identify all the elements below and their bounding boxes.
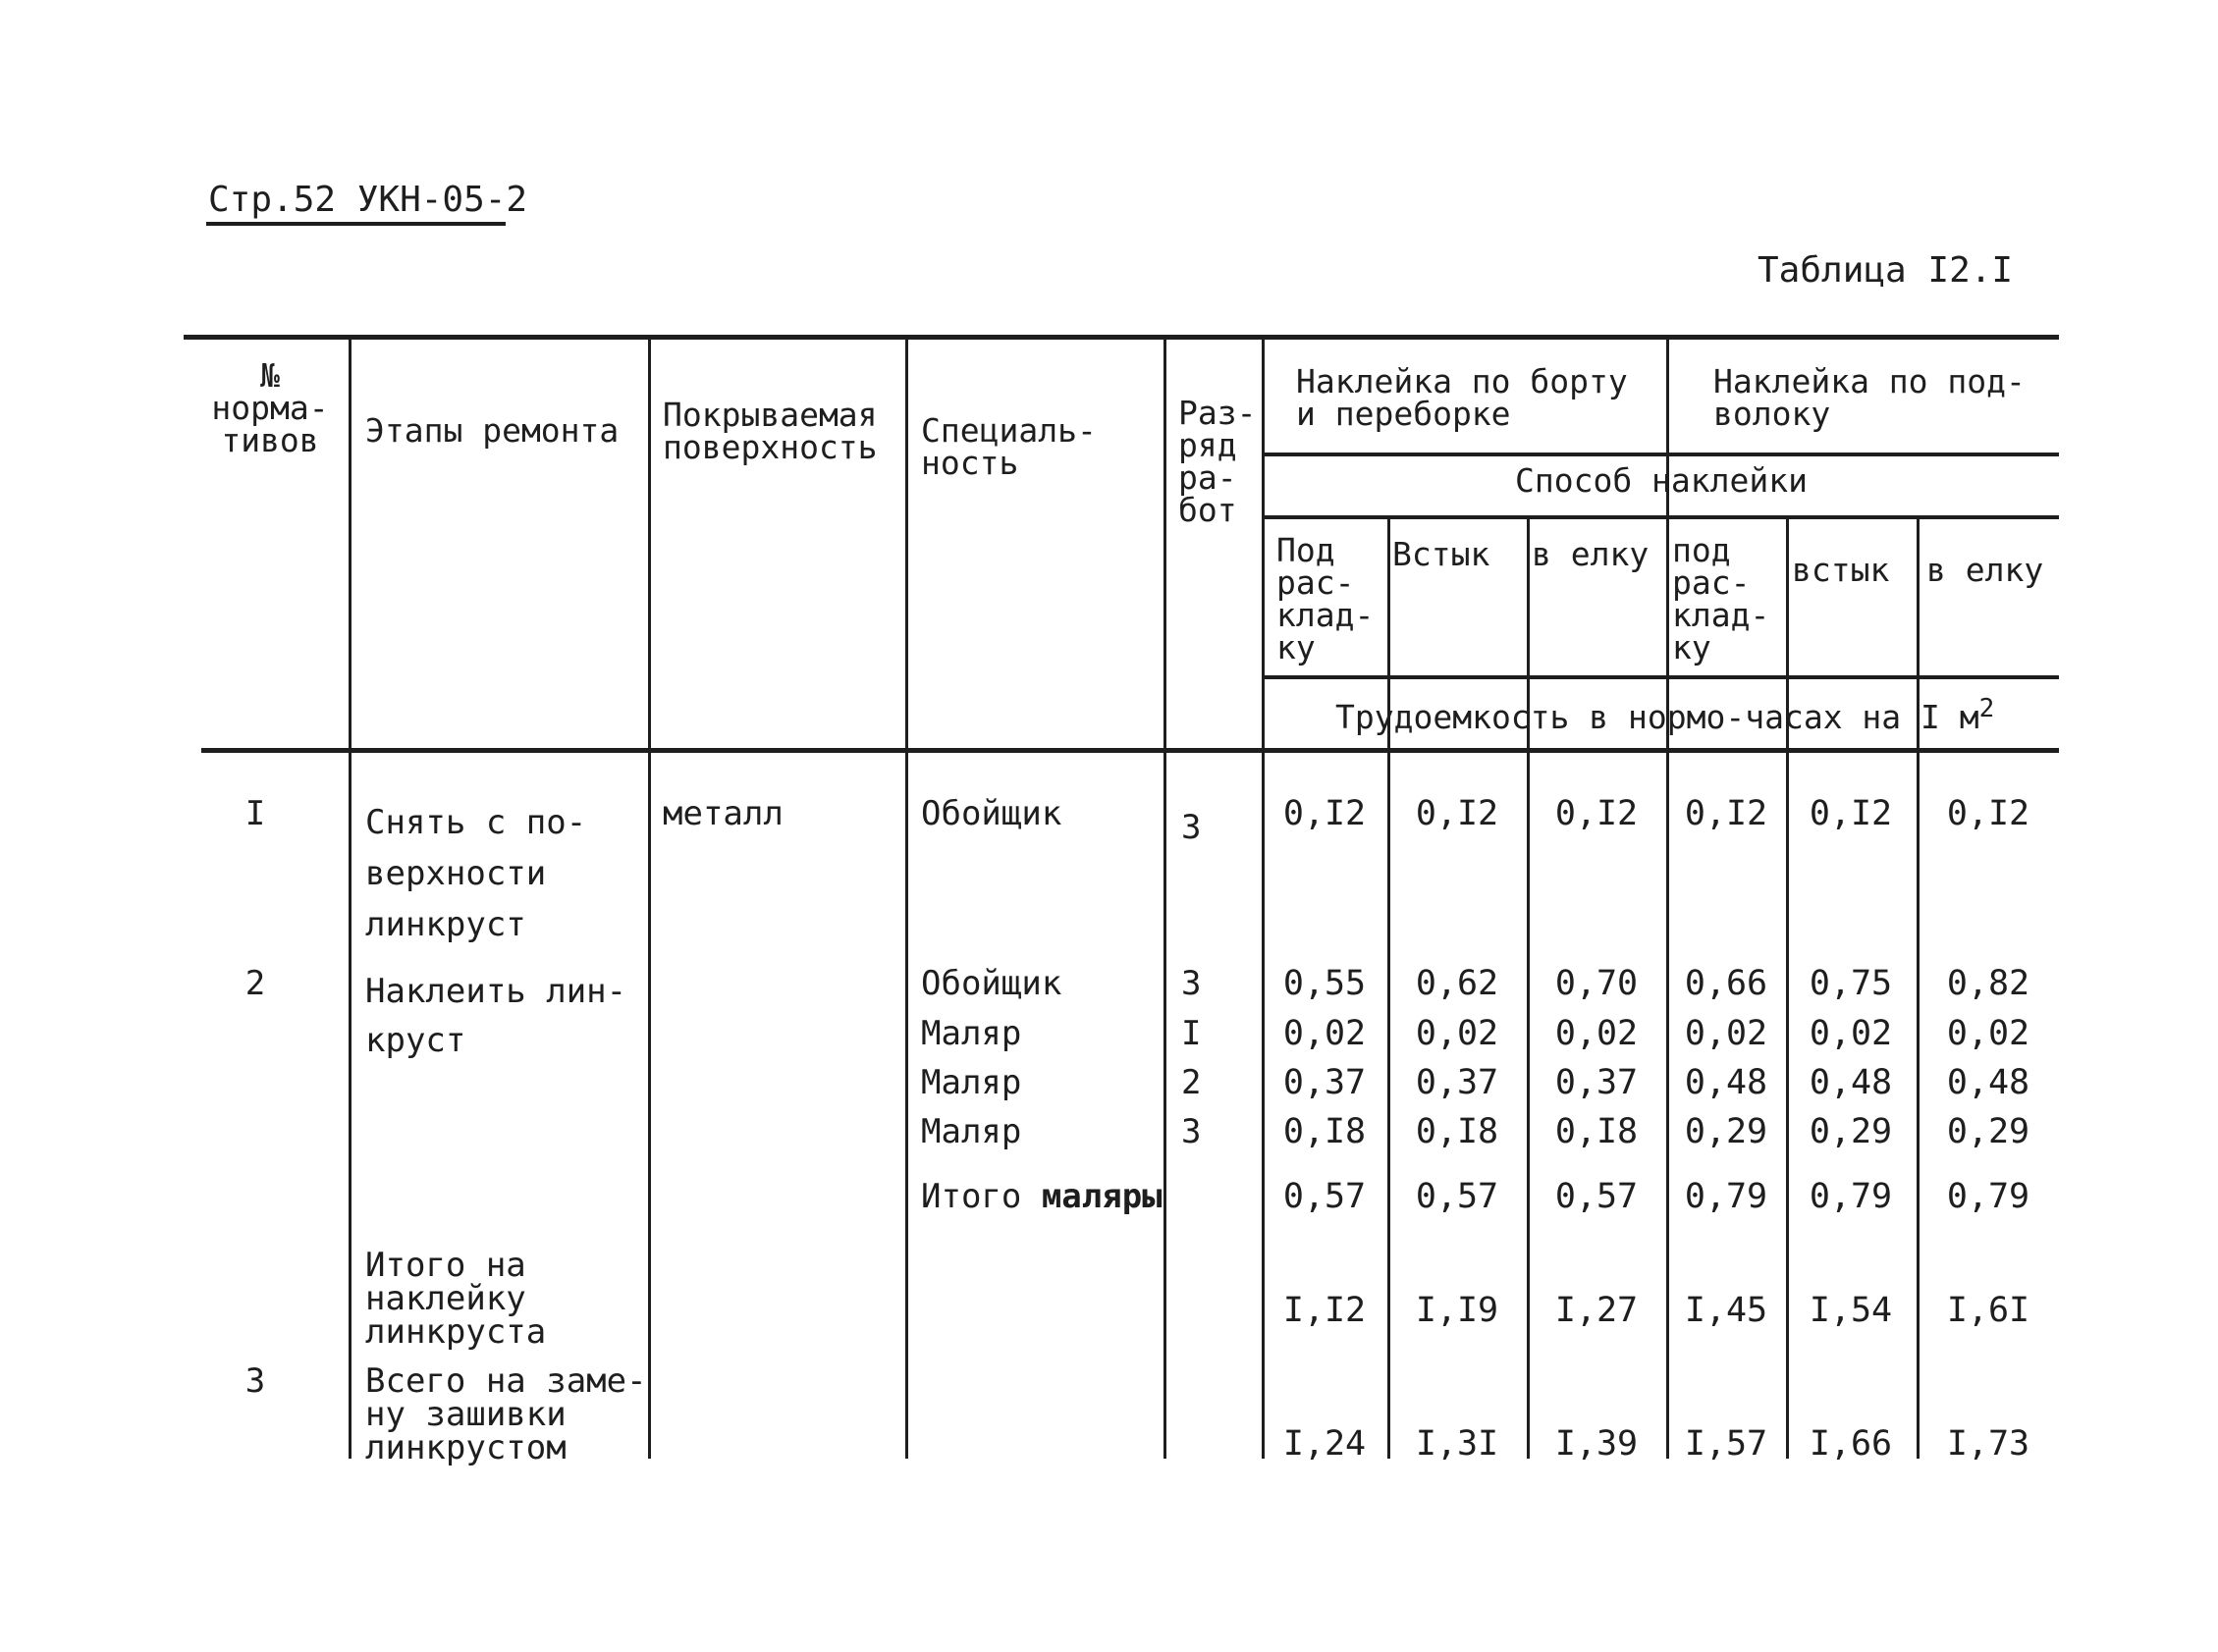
row-value-cell: 0,02: [1946, 1014, 2030, 1053]
row-specialty: [921, 1177, 1163, 1216]
row-value-cell: 0,02: [1684, 1014, 1768, 1053]
row-value-cell: I,24: [1282, 1424, 1367, 1464]
col-divider-5: [1262, 338, 1265, 1459]
row-value-cell: 0,02: [1282, 1014, 1367, 1053]
header-repair-stages: Этапы ремонта: [365, 411, 620, 450]
specialty-total-label: Итого: [921, 1177, 1042, 1216]
page-reference-underline: [206, 222, 506, 226]
row-value-cell: 0,I2: [1554, 794, 1639, 833]
header-work-grade: Раз- ряд ра- бот: [1178, 394, 1257, 529]
row-value-cell: 0,66: [1684, 964, 1768, 1003]
labor-unit-superscript: 2: [1978, 694, 1995, 723]
row-value-cell: 0,79: [1809, 1177, 1893, 1216]
col-divider-7: [1527, 516, 1530, 1459]
row-value-cell: 0,48: [1809, 1063, 1893, 1102]
row-value-cell: 0,I8: [1282, 1112, 1367, 1151]
row-value-cell: 0,57: [1554, 1177, 1639, 1216]
labor-unit-text: Трудоемкость в нормо-часах на I м: [1335, 698, 1979, 736]
row-value-cell: I,3I: [1415, 1424, 1499, 1464]
row-value-cell: I,66: [1809, 1424, 1893, 1464]
col-divider-6: [1387, 516, 1390, 1459]
row-value-cell: I,73: [1946, 1424, 2030, 1464]
row-number: 3: [244, 1361, 266, 1401]
row-value-cell: 0,79: [1946, 1177, 2030, 1216]
header-norm-number: № норма- тивов: [211, 356, 329, 459]
header-rule-subcols: [1264, 515, 2059, 519]
subheader-ceiling-layout: под рас- клад- ку: [1672, 531, 1770, 666]
row-value-cell: 0,I8: [1554, 1112, 1639, 1151]
row-value-cell: 0,57: [1415, 1177, 1499, 1216]
subheader-board-layout: Под рас- клад- ку: [1276, 531, 1375, 666]
row-value-cell: 0,82: [1946, 964, 2030, 1003]
subheader-board-butt: Встык: [1392, 535, 1490, 573]
row-specialty: Маляр: [921, 1112, 1022, 1151]
col-divider-1: [349, 338, 352, 1459]
row-value-cell: I,54: [1809, 1291, 1893, 1330]
row-grade: I: [1181, 1014, 1202, 1053]
col-divider-10: [1917, 516, 1920, 1459]
row-value-cell: 0,I2: [1946, 794, 2030, 833]
header-rule-method: [1264, 453, 2059, 456]
row-grade: 2: [1181, 1063, 1202, 1102]
row-repair-stage: Снять с по- верхности линкруст: [365, 803, 587, 944]
subheader-ceiling-butt: встык: [1792, 551, 1890, 589]
row-value-cell: 0,29: [1684, 1112, 1768, 1151]
col-divider-9: [1786, 516, 1789, 1459]
header-bottom-rule: [201, 748, 2059, 753]
specialty-total-painters: маляры: [1041, 1177, 1163, 1216]
row-value-cell: 0,02: [1415, 1014, 1499, 1053]
header-group-ceiling: Наклейка по под- волоку: [1713, 362, 2026, 433]
row-grade: 3: [1181, 1112, 1202, 1151]
row-value-cell: I,I2: [1282, 1291, 1367, 1330]
row-value-cell: 0,29: [1809, 1112, 1893, 1151]
row-grade: 3: [1181, 808, 1202, 847]
page-reference: Стр.52 УКН-05-2: [208, 180, 528, 220]
col-divider-2: [648, 338, 651, 1459]
header-application-method: Способ наклейки: [1514, 461, 1808, 500]
table-top-rule: [184, 335, 2059, 340]
row-value-cell: 0,02: [1554, 1014, 1639, 1053]
row-specialty: Обойщик: [921, 964, 1062, 1003]
row-surface: металл: [663, 794, 784, 833]
row-number: I: [244, 794, 266, 833]
row-value-cell: 0,I2: [1415, 794, 1499, 833]
row-value-cell: 0,79: [1684, 1177, 1768, 1216]
subheader-ceiling-herringbone: в елку: [1926, 551, 2044, 589]
row-value-cell: 0,I2: [1809, 794, 1893, 833]
row-value-cell: 0,I2: [1684, 794, 1768, 833]
row-value-cell: 0,29: [1946, 1112, 2030, 1151]
row-value-cell: 0,62: [1415, 964, 1499, 1003]
row-specialty: Маляр: [921, 1063, 1022, 1102]
row-value-cell: 0,37: [1415, 1063, 1499, 1102]
col-divider-8: [1666, 338, 1669, 1459]
row-value-cell: 0,48: [1946, 1063, 2030, 1102]
row-value-cell: 0,57: [1282, 1177, 1367, 1216]
header-group-board: Наклейка по борту и переборке: [1296, 362, 1628, 433]
row-value-cell: 0,55: [1282, 964, 1367, 1003]
row-value-cell: 0,70: [1554, 964, 1639, 1003]
subheader-board-herringbone: в елку: [1532, 535, 1650, 573]
row-value-cell: I,6I: [1946, 1291, 2030, 1330]
row-specialty: Обойщик: [921, 794, 1062, 833]
row-value-cell: 0,I8: [1415, 1112, 1499, 1151]
col-divider-3: [905, 338, 908, 1459]
row-grade: 3: [1181, 964, 1202, 1003]
header-covered-surface: Покрываемая поверхность: [663, 396, 878, 466]
row-value-cell: 0,02: [1809, 1014, 1893, 1053]
row-value-cell: 0,I2: [1282, 794, 1367, 833]
row-repair-stage: Наклеить лин- круст: [365, 972, 627, 1060]
row-value-cell: I,27: [1554, 1291, 1639, 1330]
header-rule-unit: [1264, 675, 2059, 679]
row-repair-stage: Итого на наклейку линкруста: [365, 1246, 547, 1352]
header-specialty: Специаль- ность: [921, 411, 1097, 482]
row-value-cell: I,57: [1684, 1424, 1768, 1464]
header-labor-unit: [1335, 693, 1995, 736]
col-divider-4: [1163, 338, 1166, 1459]
row-value-cell: I,39: [1554, 1424, 1639, 1464]
row-value-cell: I,I9: [1415, 1291, 1499, 1330]
row-specialty: Маляр: [921, 1014, 1022, 1053]
row-value-cell: I,45: [1684, 1291, 1768, 1330]
table-title: Таблица I2.I: [1758, 250, 2014, 291]
row-value-cell: 0,75: [1809, 964, 1893, 1003]
row-value-cell: 0,37: [1282, 1063, 1367, 1102]
row-value-cell: 0,48: [1684, 1063, 1768, 1102]
row-number: 2: [244, 964, 266, 1003]
row-value-cell: 0,37: [1554, 1063, 1639, 1102]
row-repair-stage: Всего на заме- ну зашивки линкрустом: [365, 1361, 647, 1467]
